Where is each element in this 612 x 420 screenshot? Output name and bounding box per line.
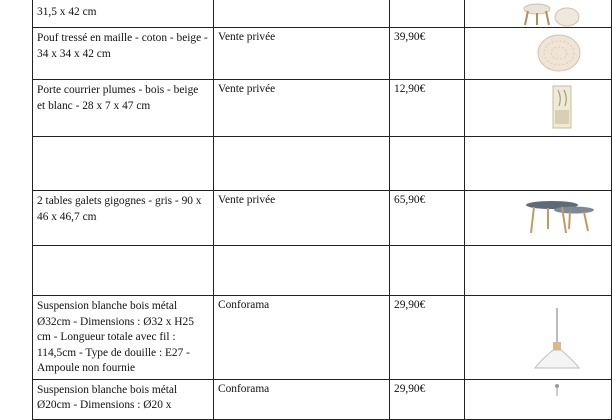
image-cell [465,0,612,28]
table-row [33,137,612,191]
price-cell [390,296,465,380]
price-cell [390,0,465,28]
table-row [33,0,612,28]
price-cell [390,191,465,246]
image-cell [465,137,612,191]
vendor-cell [214,0,390,28]
vendor-cell [214,28,390,80]
description-cell [33,137,214,191]
price-text: 29,90€ [394,299,426,311]
vendor-text: Vente privée [218,194,276,206]
vendor-cell [214,137,390,191]
knitted-pouf-icon [536,33,582,73]
nesting-tables-icon [522,199,598,235]
table-row [33,246,612,296]
description-cell [33,191,214,246]
image-cell [465,296,612,380]
description-text: Suspension blanche bois métal Ø32cm - Dimensions : Ø32 x H25 cm - Longueur totale avec fil : 114,5cm - Type de douille : E27 - Ampoule non fournie [37,300,194,374]
vendor-cell [214,191,390,246]
description-text: Porte courrier plumes - bois - beige et blanc - 28 x 7 x 47 cm [37,84,199,112]
price-cell [390,28,465,80]
vendor-cell [214,379,390,419]
description-text: 31,5 x 42 cm [37,6,97,18]
vendor-text: Conforama [218,382,270,395]
stool-and-pouf-icon [521,0,585,25]
description-cell [33,80,214,137]
vendor-text: Conforama [218,299,270,311]
vendor-cell [214,296,390,380]
price-cell [390,379,465,419]
description-text: 2 tables galets gigognes - gris - 90 x 46 x 46,7 cm [37,195,202,223]
price-text: 39,90€ [394,31,426,43]
table-row [33,80,612,137]
image-cell [465,191,612,246]
price-cell [390,80,465,137]
product-table [32,0,612,420]
price-text: 12,90€ [394,83,426,95]
price-cell [390,246,465,296]
pendant-lamp-icon [527,308,587,370]
price-cell [390,137,465,191]
vendor-text: Vente privée [218,31,276,43]
description-text: Suspension blanche bois métal Ø20cm - Dimensions : Ø20 x [37,383,178,411]
vendor-cell [214,80,390,137]
table-row [33,296,612,380]
description-cell [33,246,214,296]
price-text: 65,90€ [394,194,426,206]
image-cell [465,246,612,296]
vendor-cell [214,246,390,296]
description-cell [33,28,214,80]
description-cell [33,296,214,380]
mail-holder-icon [549,84,575,130]
pendant-lamp-small-icon [545,382,569,396]
price-text: 29,90€ [394,382,426,395]
vendor-text: Vente privée [218,83,276,95]
table-row [33,379,612,419]
table-row [33,191,612,246]
description-text: Pouf tressé en maille - coton - beige - 34 x 34 x 42 cm [37,32,208,60]
description-cell [33,0,214,28]
description-cell [33,379,214,419]
image-cell [465,28,612,80]
table-row [33,28,612,80]
image-cell [465,80,612,137]
image-cell [465,379,612,419]
